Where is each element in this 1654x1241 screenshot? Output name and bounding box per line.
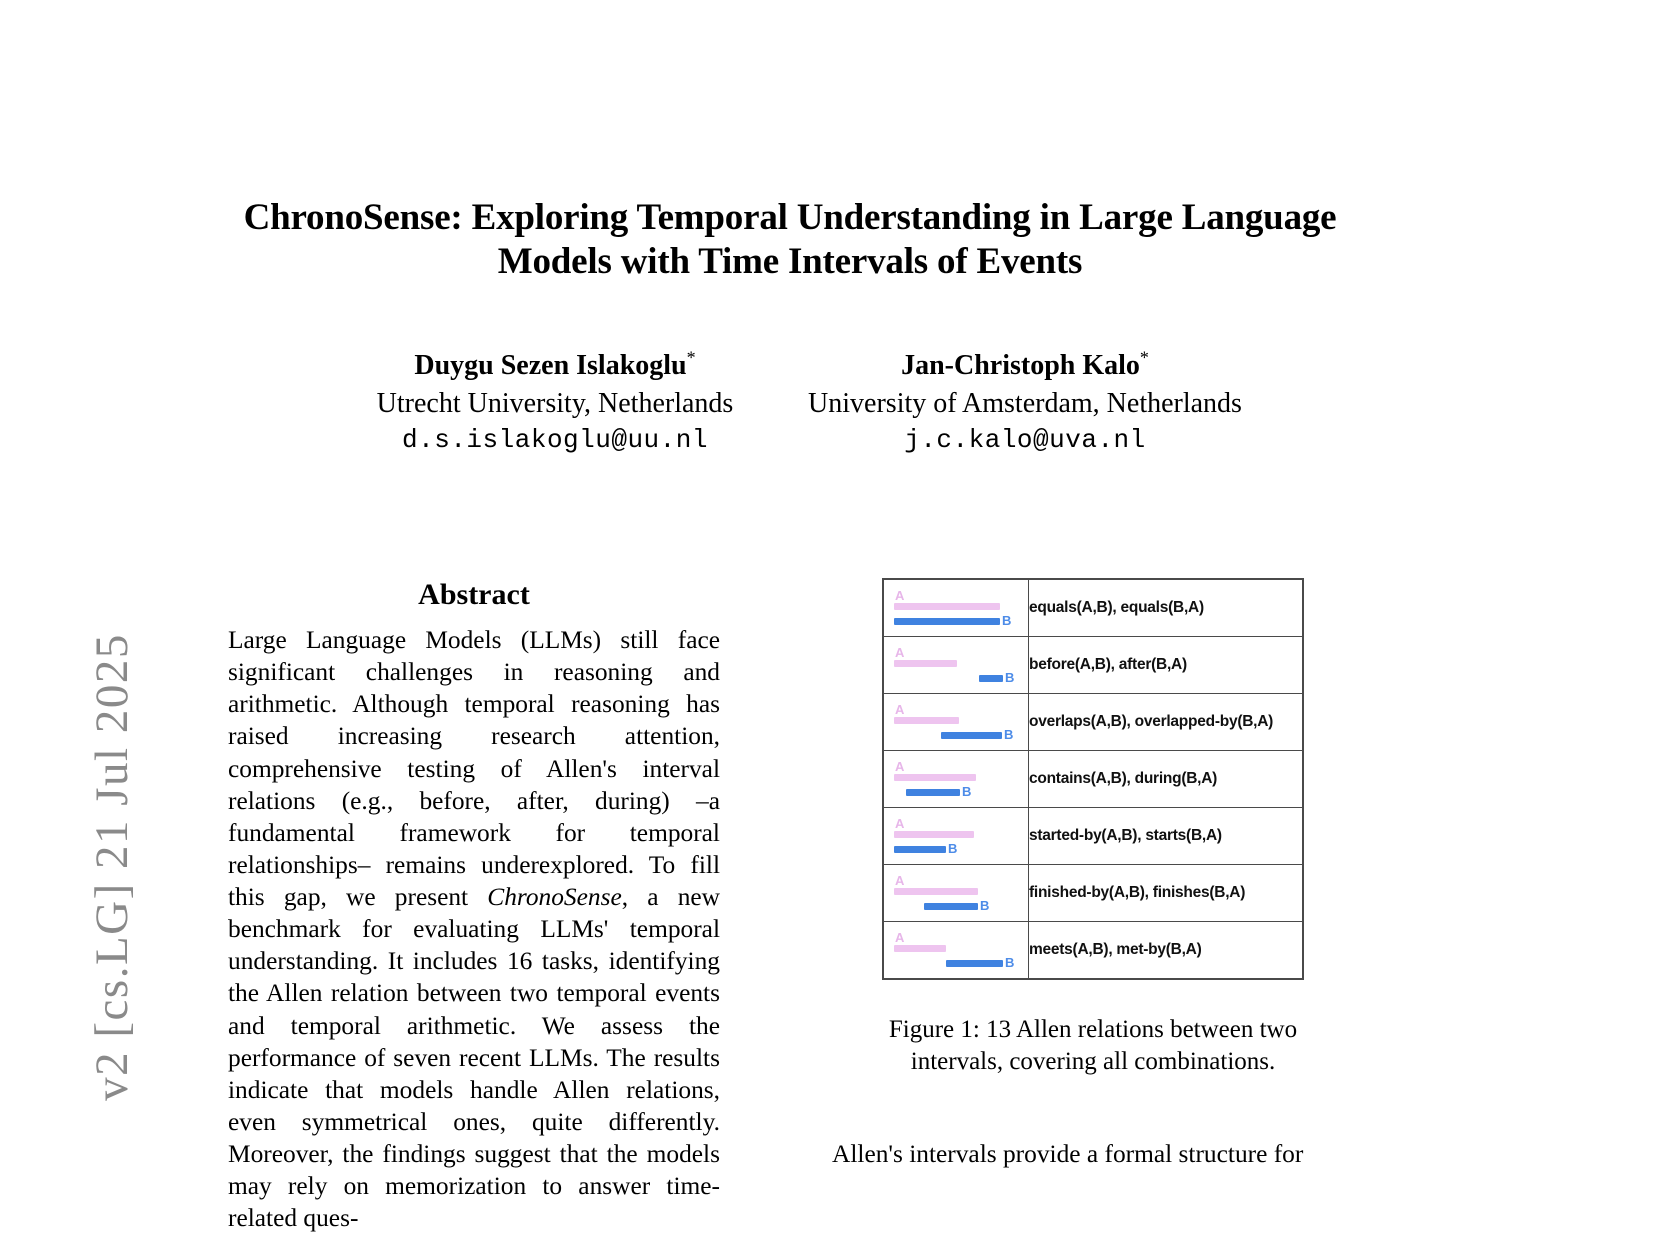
author-entry bbox=[790, 348, 1260, 460]
relation-label-cell: started-by(A,B), starts(B,A) bbox=[1029, 808, 1304, 865]
interval-diagram-cell bbox=[883, 637, 1029, 694]
allen-relations-figure bbox=[882, 578, 1304, 980]
author-email[interactable]: j.c.kalo@uva.nl bbox=[904, 425, 1146, 456]
author-entry bbox=[320, 348, 790, 460]
interval-diagram-cell bbox=[883, 751, 1029, 808]
interval-diagram-cell bbox=[883, 922, 1029, 980]
interval-a-bar bbox=[894, 774, 976, 781]
interval-a-label: A bbox=[895, 588, 905, 603]
table-row bbox=[883, 922, 1303, 980]
table-row bbox=[883, 579, 1303, 637]
interval-track bbox=[884, 865, 1028, 921]
author-footnote-marker: * bbox=[686, 347, 696, 368]
interval-a-bar bbox=[894, 888, 978, 895]
author-name bbox=[790, 348, 1260, 385]
interval-diagram-cell bbox=[883, 865, 1029, 922]
interval-b-bar bbox=[894, 618, 1000, 625]
interval-a-label: A bbox=[895, 930, 905, 945]
author-affiliation: Utrecht University, Netherlands bbox=[376, 387, 734, 419]
interval-b-bar bbox=[979, 675, 1003, 682]
table-row bbox=[883, 637, 1303, 694]
interval-b-label: B bbox=[962, 784, 972, 799]
table-row bbox=[883, 808, 1303, 865]
relation-label-cell: before(A,B), after(B,A) bbox=[1029, 637, 1304, 694]
relation-label-cell: meets(A,B), met-by(B,A) bbox=[1029, 922, 1304, 980]
interval-b-bar bbox=[946, 960, 1003, 967]
interval-a-bar bbox=[894, 717, 959, 724]
interval-a-bar bbox=[894, 945, 946, 952]
abstract-italic-term: ChronoSense bbox=[487, 883, 622, 911]
relation-label-cell: finished-by(A,B), finishes(B,A) bbox=[1029, 865, 1304, 922]
relation-label-cell: contains(A,B), during(B,A) bbox=[1029, 751, 1304, 808]
abstract-body bbox=[228, 624, 720, 1234]
interval-b-label: B bbox=[1002, 613, 1012, 628]
arxiv-vertical-stamp: v2 [cs.LG] 21 Jul 2025 bbox=[86, 633, 138, 1101]
figure-column bbox=[832, 578, 1392, 1077]
figure-caption: Figure 1: 13 Allen relations between two intervals, covering all combinations. bbox=[888, 1016, 1298, 1075]
interval-b-bar bbox=[941, 732, 1002, 739]
interval-a-label: A bbox=[895, 873, 905, 888]
interval-track bbox=[884, 637, 1028, 693]
interval-a-label: A bbox=[895, 816, 905, 831]
interval-b-bar bbox=[924, 903, 978, 910]
author-affiliation: University of Amsterdam, Netherlands bbox=[808, 387, 1242, 419]
interval-diagram-cell bbox=[883, 579, 1029, 637]
interval-track bbox=[884, 922, 1028, 978]
interval-a-label: A bbox=[895, 759, 905, 774]
abstract-part-2: , a new benchmark for evaluating LLMs' temporal understanding. It includes 16 tasks, identifying the Allen relation between two temporal events and temporal arithmetic. We assess the performance of seven recent LLMs. The results indicate that models handle Allen relations, even symmetrical ones, quite differently. Moreover, the findings suggest that the models may rely on memorization to answer time-related ques- bbox=[228, 883, 720, 1233]
interval-b-label: B bbox=[948, 841, 958, 856]
table-row bbox=[883, 694, 1303, 751]
interval-track bbox=[884, 694, 1028, 750]
interval-b-label: B bbox=[1005, 955, 1015, 970]
interval-track bbox=[884, 751, 1028, 807]
interval-b-label: B bbox=[1004, 727, 1014, 742]
author-name bbox=[320, 348, 790, 385]
title-block bbox=[200, 196, 1380, 283]
interval-b-bar bbox=[906, 789, 960, 796]
author-name-text: Jan-Christoph Kalo bbox=[901, 350, 1140, 381]
interval-b-label: B bbox=[980, 898, 990, 913]
abstract-heading: Abstract bbox=[418, 578, 530, 611]
abstract-column bbox=[228, 578, 720, 1234]
interval-b-bar bbox=[894, 846, 946, 853]
interval-a-bar bbox=[894, 660, 957, 667]
interval-a-label: A bbox=[895, 702, 905, 717]
interval-diagram-cell bbox=[883, 694, 1029, 751]
table-row bbox=[883, 865, 1303, 922]
author-name-text: Duygu Sezen Islakoglu bbox=[414, 350, 687, 381]
author-block bbox=[200, 348, 1380, 460]
author-email[interactable]: d.s.islakoglu@uu.nl bbox=[402, 425, 708, 456]
interval-diagram-cell bbox=[883, 808, 1029, 865]
body-paragraph-below-figure: Allen's intervals provide a formal structure for bbox=[832, 1140, 1304, 1168]
relation-label-cell: equals(A,B), equals(B,A) bbox=[1029, 579, 1304, 637]
interval-a-label: A bbox=[895, 645, 905, 660]
table-row bbox=[883, 751, 1303, 808]
interval-b-label: B bbox=[1005, 670, 1015, 685]
relation-label-cell: overlaps(A,B), overlapped-by(B,A) bbox=[1029, 694, 1304, 751]
interval-a-bar bbox=[894, 603, 1000, 610]
allen-relations-body bbox=[883, 579, 1303, 979]
author-footnote-marker: * bbox=[1139, 347, 1149, 368]
interval-a-bar bbox=[894, 831, 974, 838]
interval-track bbox=[884, 808, 1028, 864]
abstract-part-1: Large Language Models (LLMs) still face significant challenges in reasoning and arithmetic. Although temporal reasoning has raised increasing research attention, comprehensive testing of Allen's interval relations (e.g., before, after, during) –a fundamental framework for temporal relationships– remains underexplored. To fill this gap, we present bbox=[228, 626, 720, 911]
interval-track bbox=[884, 580, 1028, 636]
page-title: ChronoSense: Exploring Temporal Understanding in Large Language Models with Time Intervals of Events bbox=[243, 197, 1337, 282]
